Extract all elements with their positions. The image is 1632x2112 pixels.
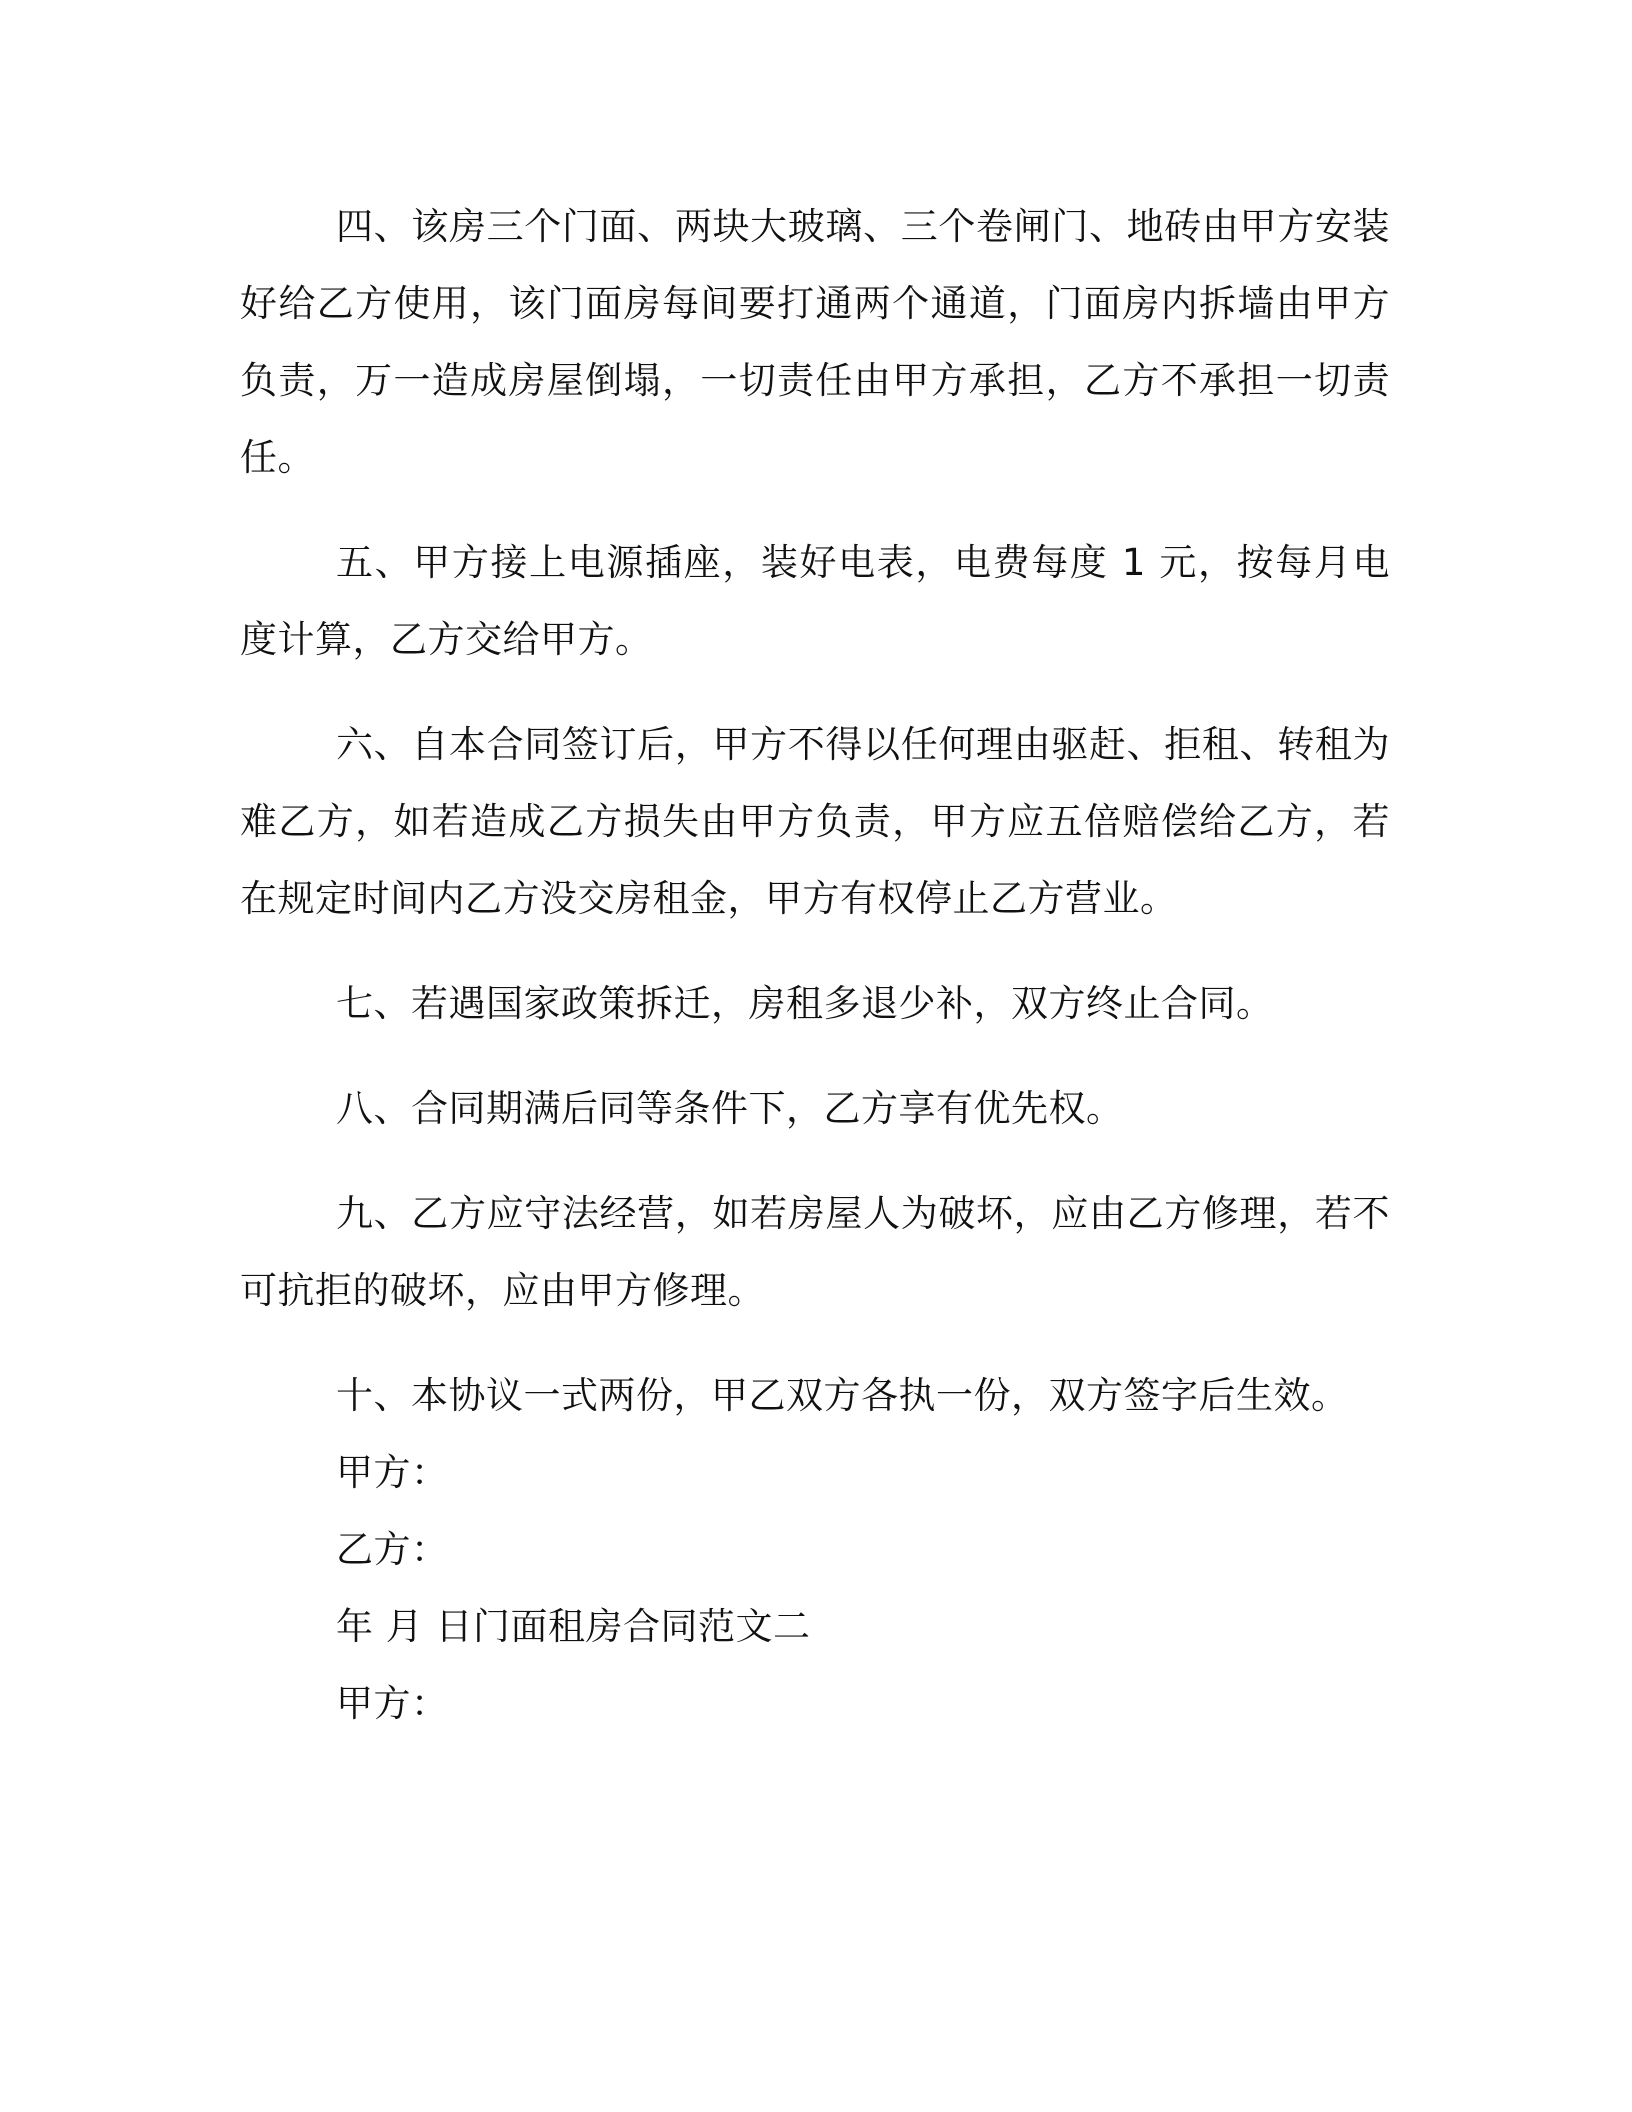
clause-9: 九、乙方应守法经营，如若房屋人为破坏，应由乙方修理，若不可抗拒的破坏，应由甲方修理。 (240, 1192, 1390, 1312)
clause-6: 六、自本合同签订后，甲方不得以任何理由驱赶、拒租、转租为难乙方，如若造成乙方损失由甲方负责，甲方应五倍赔偿给乙方，若在规定时间内乙方没交房租金，甲方有权停止乙方营业。 (240, 723, 1390, 920)
party-b-signature-label: 乙方： (336, 1528, 449, 1571)
document-body (240, 188, 1390, 1742)
clause-4: 四、该房三个门面、两块大玻璃、三个卷闸门、地砖由甲方安装好给乙方使用，该门面房每间要打通两个通道，门面房内拆墙由甲方负责，万一造成房屋倒塌，一切责任由甲方承担，乙方不承担一切责任。 (240, 205, 1390, 479)
clause-10: 十、本协议一式两份，甲乙双方各执一份，双方签字后生效。 (336, 1374, 1349, 1417)
party-a-label-2: 甲方： (336, 1682, 449, 1725)
clause-5: 五、甲方接上电源插座，装好电表，电费每度 1 元，按每月电度计算，乙方交给甲方。 (240, 541, 1390, 661)
date-and-next-title: 年 月 日门面租房合同范文二 (336, 1605, 811, 1648)
party-a-signature-label: 甲方： (336, 1451, 449, 1494)
clause-8: 八、合同期满后同等条件下，乙方享有优先权。 (336, 1087, 1124, 1130)
clause-7: 七、若遇国家政策拆迁，房租多退少补，双方终止合同。 (336, 982, 1274, 1025)
